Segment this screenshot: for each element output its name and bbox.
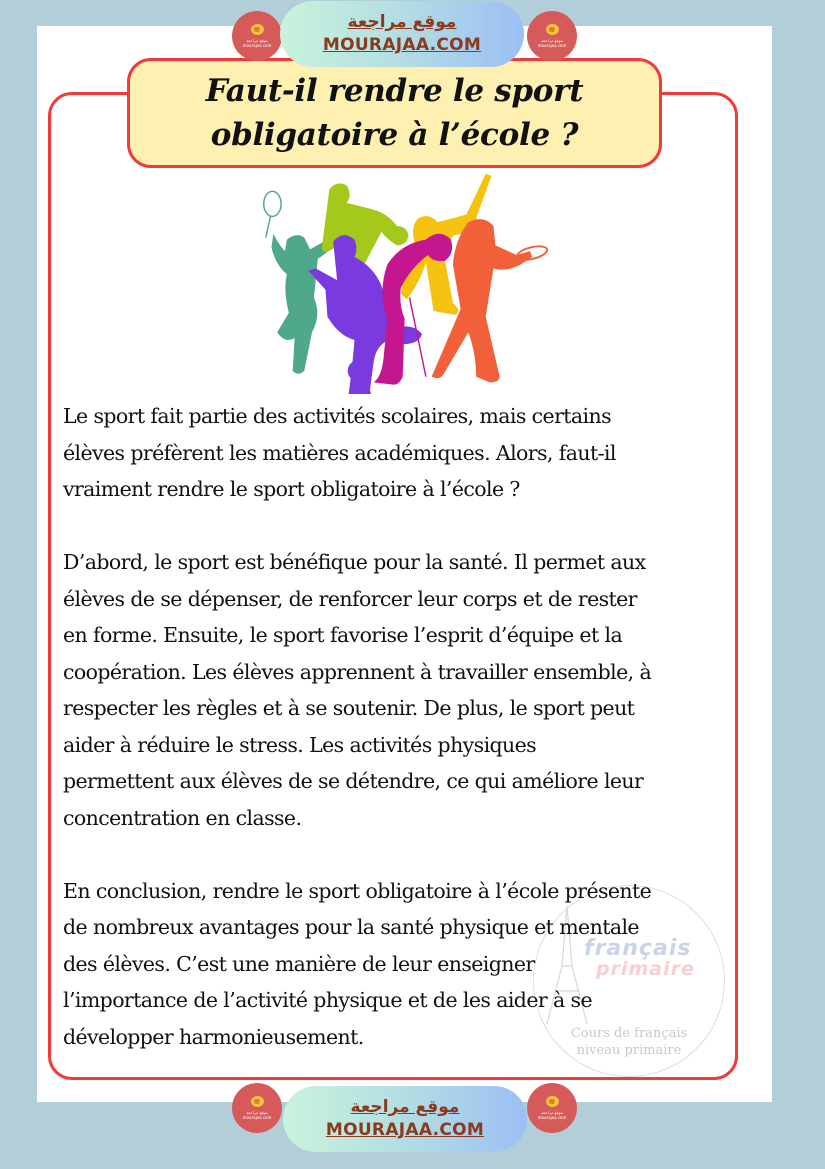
title-box — [127, 58, 662, 168]
text-line: élèves de se dépenser, de renforcer leur corps et de rester — [63, 586, 637, 611]
text-line: en forme. Ensuite, le sport favorise l’esprit d’équipe et la — [63, 623, 623, 647]
brand-arabic: موقع مراجعة — [350, 1097, 460, 1117]
mourajaa-badge-top-left — [232, 11, 282, 61]
title-line-1: Faut-il rendre le sport — [205, 73, 584, 109]
soccer-ball-icon — [348, 360, 369, 381]
paragraph-conclusion — [63, 873, 733, 1056]
text-line: coopération. Les élèves apprennent à travailler ensemble, à — [63, 659, 652, 684]
badge-text-en: mourajaa.com — [537, 1115, 567, 1120]
paragraph-development — [63, 544, 733, 836]
text-line: respecter les règles et à se soutenir. De plus, le sport peut — [63, 696, 635, 720]
text-line: Le sport fait partie des activités scolaires, mais certains — [63, 404, 612, 428]
badge-text-ar: موقع مراجعة — [246, 1110, 268, 1115]
badge-text-en: mourajaa.com — [242, 1115, 272, 1120]
brand-site[interactable]: MOURAJAA.COM — [325, 1120, 485, 1140]
book-logo-icon: ▤ — [546, 1096, 559, 1107]
watermark-caption-line-2: niveau primaire — [576, 1043, 682, 1058]
badminton-racket-icon — [264, 191, 281, 237]
watermark-caption-line-1: Cours de français — [570, 1026, 688, 1041]
badge-text-ar: موقع مراجعة — [541, 1110, 563, 1115]
mourajaa-brand-top[interactable] — [280, 1, 524, 67]
mourajaa-brand-bottom[interactable] — [283, 1086, 527, 1152]
book-logo-icon: ▤ — [251, 1096, 264, 1107]
book-logo-icon: ▤ — [251, 24, 264, 35]
text-line: aider à réduire le stress. Les activités physiques — [63, 732, 537, 757]
text-line: l’importance de l’activité physique et de les aider à se — [63, 988, 592, 1012]
watermark-brand-line-2: primaire — [596, 958, 695, 980]
text-line: développer harmonieusement. — [63, 1024, 364, 1049]
brand-site[interactable]: MOURAJAA.COM — [322, 35, 482, 55]
badge-text-en: mourajaa.com — [537, 43, 567, 48]
text-line: D’abord, le sport est bénéfique pour la santé. Il permet aux — [63, 550, 646, 574]
brand-arabic: موقع مراجعة — [347, 12, 457, 32]
sports-silhouettes-illustration — [240, 172, 550, 394]
mourajaa-badge-top-right — [527, 11, 577, 61]
text-line: En conclusion, rendre le sport obligatoire à l’école présente — [63, 878, 652, 903]
text-line: concentration en classe. — [63, 805, 302, 830]
book-logo-icon: ▤ — [546, 24, 559, 35]
text-line: des élèves. C’est une manière de leur enseigner — [63, 951, 535, 976]
badge-text-en: mourajaa.com — [242, 43, 272, 48]
text-line: élèves préfèrent les matières académiques. Alors, faut-il — [63, 440, 616, 465]
text-line: permettent aux élèves de se détendre, ce qui améliore leur — [63, 769, 644, 793]
article-body — [63, 398, 733, 1092]
text-line: de nombreux avantages pour la santé physique et mentale — [63, 915, 639, 939]
badge-text-ar: موقع مراجعة — [541, 38, 563, 43]
watermark-brand-line-1: français — [584, 936, 692, 961]
badge-text-ar: موقع مراجعة — [246, 38, 268, 43]
text-line: vraiment rendre le sport obligatoire à l’école ? — [63, 477, 520, 501]
mourajaa-badge-bottom-left — [232, 1083, 282, 1133]
title-line-2: obligatoire à l’école ? — [210, 117, 579, 153]
mourajaa-badge-bottom-right — [527, 1083, 577, 1133]
paragraph-introduction — [63, 398, 733, 508]
